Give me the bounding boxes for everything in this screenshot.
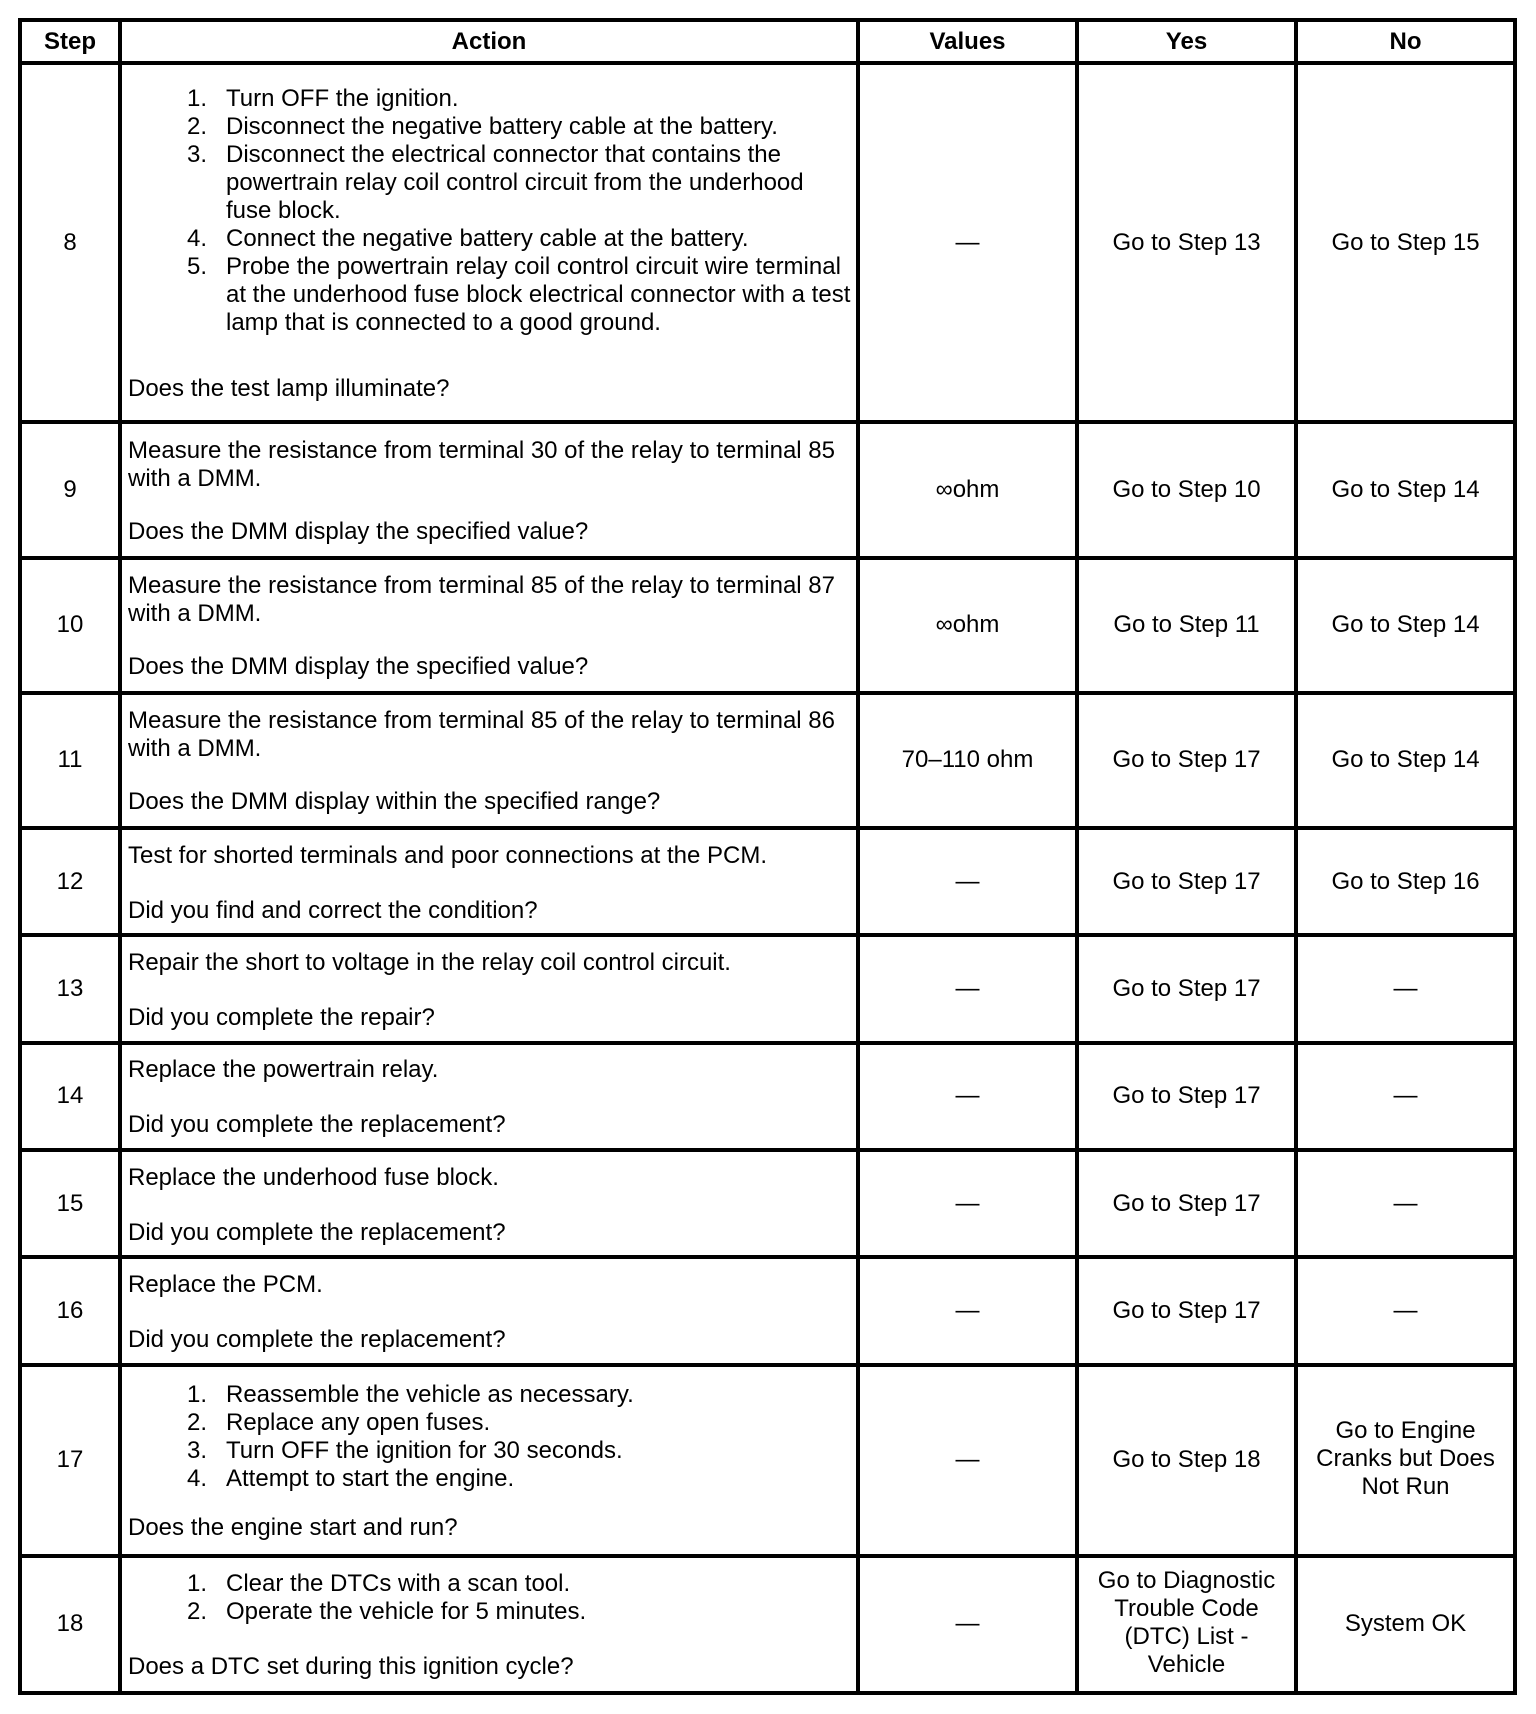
instruction-item (128, 1437, 852, 1465)
action-question: Did you complete the replacement? (128, 1218, 506, 1246)
table-row (20, 935, 1515, 1042)
action-content (122, 566, 856, 684)
no-cell: — (1296, 1150, 1515, 1257)
yes-cell: Go to Step 17 (1077, 1150, 1296, 1257)
value-cell: — (858, 935, 1077, 1042)
header-yes: Yes (1077, 20, 1296, 63)
instruction-number: 2. (186, 1409, 207, 1437)
action-text: Replace the PCM. (128, 1270, 323, 1298)
header-no: No (1296, 20, 1515, 63)
yes-cell: Go to Step 13 (1077, 63, 1296, 422)
header-step: Step (20, 20, 120, 63)
step-number: 9 (20, 422, 120, 557)
action-content (122, 1265, 856, 1357)
action-question: Does the test lamp illuminate? (128, 375, 450, 403)
instruction-text: Clear the DTCs with a scan tool. (226, 1570, 571, 1598)
action-instructions (128, 1570, 852, 1626)
action-cell (120, 1150, 858, 1257)
no-cell: Go to Step 14 (1296, 693, 1515, 828)
yes-cell: Go to Diagnostic Trouble Code (DTC) List - Vehicle (1077, 1556, 1296, 1693)
instruction-item (128, 1570, 852, 1598)
instruction-item (128, 1598, 852, 1626)
diagnostic-table (18, 18, 1517, 1695)
instruction-item (128, 225, 852, 253)
yes-cell: Go to Step 11 (1077, 558, 1296, 693)
action-text: Replace the underhood fuse block. (128, 1163, 499, 1191)
no-cell: — (1296, 935, 1515, 1042)
action-instructions (128, 437, 852, 493)
table-body (20, 63, 1515, 1693)
action-instructions (128, 949, 852, 977)
table-row (20, 1150, 1515, 1257)
action-text: Repair the short to voltage in the relay coil control circuit. (128, 949, 731, 977)
instruction-text: Replace any open fuses. (226, 1409, 491, 1437)
instruction-list (128, 1570, 852, 1626)
value-cell: — (858, 1556, 1077, 1693)
action-cell (120, 1043, 858, 1150)
action-cell (120, 558, 858, 693)
instruction-text: Reassemble the vehicle as necessary. (226, 1381, 634, 1409)
action-cell (120, 1556, 858, 1693)
action-instructions (128, 85, 852, 337)
table-row (20, 1257, 1515, 1364)
value-cell: — (858, 1365, 1077, 1556)
instruction-text: Attempt to start the engine. (226, 1465, 515, 1493)
table-row (20, 693, 1515, 828)
action-cell (120, 935, 858, 1042)
yes-cell: Go to Step 17 (1077, 1257, 1296, 1364)
step-number: 12 (20, 828, 120, 935)
action-text: Measure the resistance from terminal 85 of the relay to terminal 87 with a DMM. (128, 572, 835, 628)
instruction-item (128, 1381, 852, 1409)
instruction-text: Turn OFF the ignition. (226, 85, 459, 113)
step-number: 17 (20, 1365, 120, 1556)
no-cell: — (1296, 1257, 1515, 1364)
instruction-number: 4. (186, 225, 207, 253)
action-content (122, 1158, 856, 1250)
step-number: 18 (20, 1556, 120, 1693)
value-cell: ∞ohm (858, 422, 1077, 557)
action-question: Does the DMM display within the specified range? (128, 788, 661, 816)
value-cell: ∞ohm (858, 558, 1077, 693)
instruction-number: 5. (186, 253, 207, 281)
action-content (122, 1050, 856, 1142)
instruction-text: Disconnect the electrical connector that contains the powertrain relay coil control circuit from the underhood fuse block. (226, 141, 804, 225)
step-number: 8 (20, 63, 120, 422)
instruction-number: 2. (186, 1598, 207, 1626)
table-row (20, 1365, 1515, 1556)
instruction-number: 2. (186, 113, 207, 141)
yes-cell: Go to Step 17 (1077, 1043, 1296, 1150)
no-cell: — (1296, 1043, 1515, 1150)
action-question: Did you complete the repair? (128, 1004, 435, 1032)
instruction-number: 1. (186, 1570, 207, 1598)
instruction-number: 4. (186, 1465, 207, 1493)
action-instructions (128, 1164, 852, 1192)
no-cell: Go to Step 15 (1296, 63, 1515, 422)
action-instructions (128, 1056, 852, 1084)
yes-cell: Go to Step 18 (1077, 1365, 1296, 1556)
action-content (122, 701, 856, 819)
action-text: Replace the powertrain relay. (128, 1056, 439, 1084)
step-number: 15 (20, 1150, 120, 1257)
action-content (122, 836, 856, 928)
action-question: Did you complete the replacement? (128, 1111, 506, 1139)
no-cell: Go to Step 14 (1296, 558, 1515, 693)
table-row (20, 1043, 1515, 1150)
action-question: Does a DTC set during this ignition cycle? (128, 1653, 574, 1681)
instruction-list (128, 1381, 852, 1493)
instruction-number: 3. (186, 141, 207, 169)
header-action: Action (120, 20, 858, 63)
action-text: Measure the resistance from terminal 30 of the relay to terminal 85 with a DMM. (128, 437, 835, 493)
instruction-number: 1. (186, 85, 207, 113)
yes-cell: Go to Step 10 (1077, 422, 1296, 557)
action-content (122, 431, 856, 549)
action-text: Test for shorted terminals and poor connections at the PCM. (128, 841, 767, 869)
action-cell (120, 422, 858, 557)
no-cell: System OK (1296, 1556, 1515, 1693)
header-values: Values (858, 20, 1077, 63)
instruction-number: 3. (186, 1437, 207, 1465)
instruction-item (128, 85, 852, 113)
table-row (20, 558, 1515, 693)
instruction-item (128, 1465, 852, 1493)
instruction-item (128, 113, 852, 141)
action-cell (120, 828, 858, 935)
table-row (20, 63, 1515, 422)
header-row (20, 20, 1515, 63)
instruction-text: Turn OFF the ignition for 30 seconds. (226, 1437, 623, 1465)
action-question: Did you find and correct the condition? (128, 896, 538, 924)
action-question: Does the engine start and run? (128, 1514, 458, 1542)
instruction-item (128, 1409, 852, 1437)
value-cell: — (858, 63, 1077, 422)
instruction-text: Connect the negative battery cable at the battery. (226, 225, 749, 253)
table-row (20, 422, 1515, 557)
action-question: Does the DMM display the specified value? (128, 653, 589, 681)
instruction-list (128, 85, 852, 337)
no-cell: Go to Step 14 (1296, 422, 1515, 557)
instruction-item (128, 141, 852, 225)
value-cell: — (858, 828, 1077, 935)
value-cell: — (858, 1257, 1077, 1364)
instruction-number: 1. (186, 1381, 207, 1409)
action-cell (120, 693, 858, 828)
instruction-text: Disconnect the negative battery cable at the battery. (226, 113, 778, 141)
table-row (20, 1556, 1515, 1693)
no-cell: Go to Step 16 (1296, 828, 1515, 935)
action-instructions (128, 572, 852, 628)
yes-cell: Go to Step 17 (1077, 693, 1296, 828)
yes-cell: Go to Step 17 (1077, 828, 1296, 935)
yes-cell: Go to Step 17 (1077, 935, 1296, 1042)
action-content (122, 1564, 856, 1684)
value-cell: — (858, 1043, 1077, 1150)
action-question: Did you complete the replacement? (128, 1325, 506, 1353)
table-row (20, 828, 1515, 935)
instruction-text: Probe the powertrain relay coil control circuit wire terminal at the underhood fuse block electrical connector with a test lamp that is connected to a good ground. (226, 253, 851, 337)
action-text: Measure the resistance from terminal 85 of the relay to terminal 86 with a DMM. (128, 707, 835, 763)
action-content (122, 943, 856, 1035)
step-number: 13 (20, 935, 120, 1042)
action-instructions (128, 1271, 852, 1299)
step-number: 14 (20, 1043, 120, 1150)
instruction-text: Operate the vehicle for 5 minutes. (226, 1598, 587, 1626)
action-cell (120, 1257, 858, 1364)
action-question: Does the DMM display the specified value? (128, 518, 589, 546)
step-number: 10 (20, 558, 120, 693)
action-cell (120, 1365, 858, 1556)
action-content (122, 79, 856, 406)
value-cell: — (858, 1150, 1077, 1257)
no-cell: Go to Engine Cranks but Does Not Run (1296, 1365, 1515, 1556)
value-cell: 70–110 ohm (858, 693, 1077, 828)
step-number: 16 (20, 1257, 120, 1364)
instruction-item (128, 253, 852, 337)
action-instructions (128, 1381, 852, 1493)
action-cell (120, 63, 858, 422)
action-instructions (128, 842, 852, 870)
step-number: 11 (20, 693, 120, 828)
action-instructions (128, 707, 852, 763)
action-content (122, 1375, 856, 1545)
